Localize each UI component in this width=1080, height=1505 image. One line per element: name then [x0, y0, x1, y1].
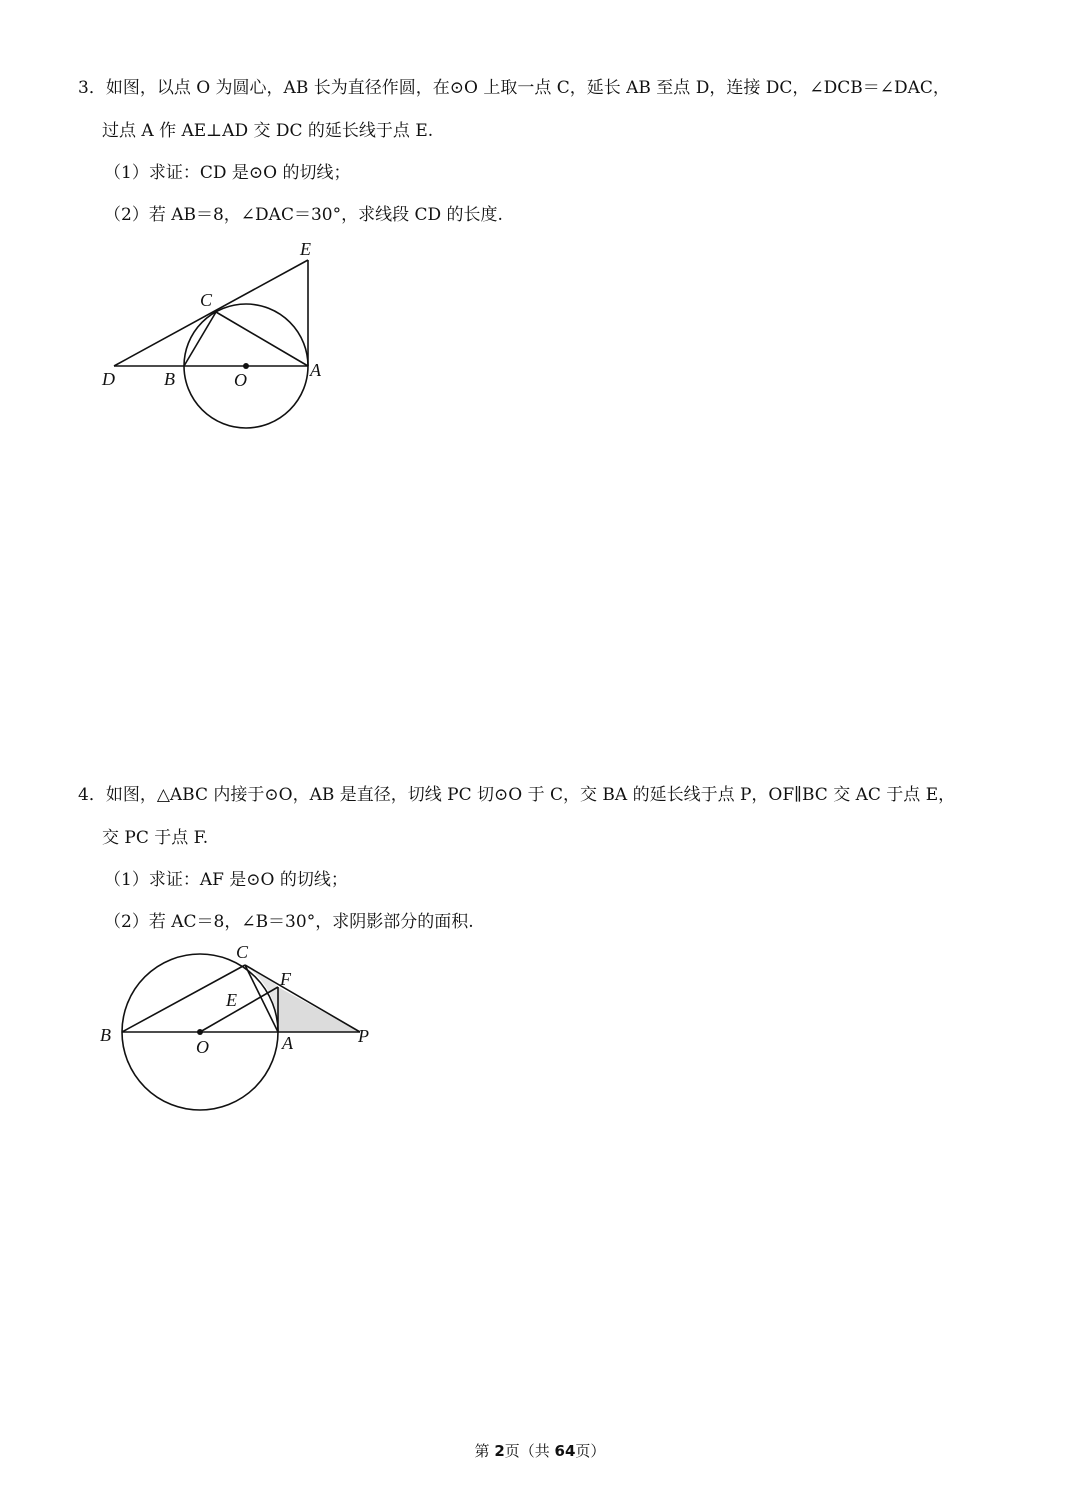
label-c: C [236, 942, 249, 962]
problem3-line2: 过点 A 作 AE⊥AD 交 DC 的延长线于点 E. [102, 121, 434, 141]
label-b: B [100, 1025, 111, 1045]
total-page-number: 64 [554, 1442, 576, 1460]
label-o: O [234, 370, 247, 390]
label-d: D [102, 369, 115, 389]
label-a: A [282, 1033, 293, 1053]
footer-suffix: 页） [575, 1442, 606, 1460]
problem4-part1: （1）求证：AF 是⊙O 的切线； [104, 870, 348, 890]
label-b: B [164, 369, 175, 389]
problem4-line1: 4．如图，△ABC 内接于⊙O，AB 是直径，切线 PC 切⊙O 于 C，交 BA 的延长线于点 P，OF∥BC 交 AC 于点 E， [78, 785, 956, 805]
problem3-line1: 3．如图，以点 O 为圆心，AB 长为直径作圆，在⊙O 上取一点 C，延长 AB 至点 D，连接 DC，∠DCB＝∠DAC， [78, 78, 950, 98]
label-f: F [280, 969, 291, 989]
footer-middle: 页（共 [504, 1442, 555, 1460]
footer-prefix: 第 [474, 1442, 495, 1460]
label-e: E [226, 990, 237, 1010]
problem3-part2: （2）若 AB＝8，∠DAC＝30°，求线段 CD 的长度. [104, 205, 503, 225]
label-p: P [358, 1026, 369, 1046]
center-dot-o [197, 1029, 203, 1035]
page-footer [0, 1440, 1080, 1461]
problem4-line2: 交 PC 于点 F. [102, 828, 209, 848]
problem3-part1: （1）求证：CD 是⊙O 的切线； [104, 163, 351, 183]
label-o: O [196, 1037, 209, 1057]
label-a: A [310, 360, 321, 380]
current-page-number: 2 [494, 1442, 505, 1460]
label-c: C [200, 290, 213, 310]
label-e: E [300, 239, 311, 259]
problem4-part2: （2）若 AC＝8，∠B＝30°，求阴影部分的面积. [104, 912, 474, 932]
